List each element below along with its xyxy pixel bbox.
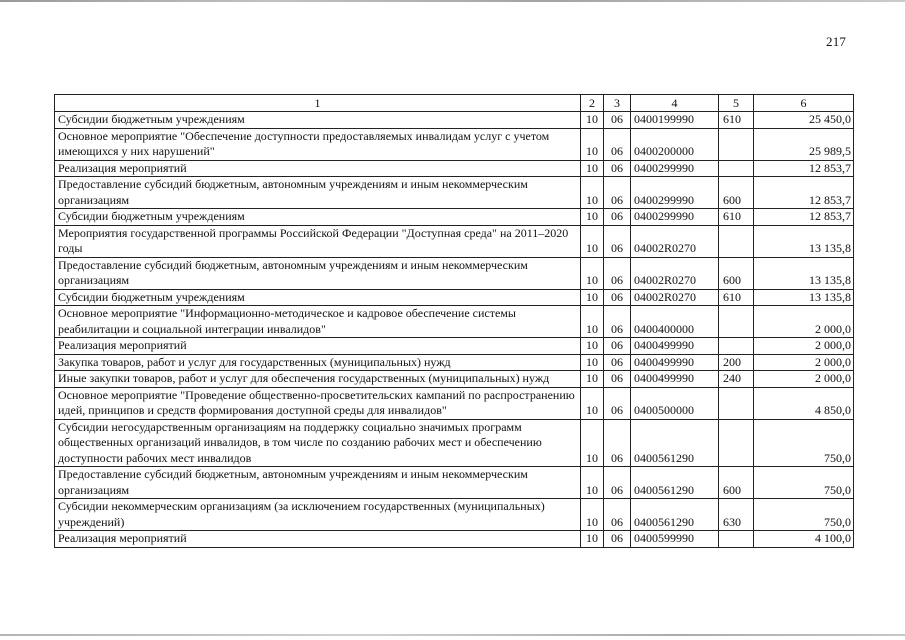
row-name: Субсидии бюджетным учреждениям — [55, 209, 581, 226]
row-amount: 12 853,7 — [754, 177, 854, 209]
row-amount: 12 853,7 — [754, 160, 854, 177]
row-expense-type: 610 — [719, 209, 754, 226]
row-name: Реализация мероприятий — [55, 160, 581, 177]
table-row — [55, 177, 854, 209]
row-target-article: 04002R0270 — [631, 289, 719, 306]
row-amount: 2 000,0 — [754, 338, 854, 355]
row-subsection: 06 — [604, 257, 631, 289]
row-name: Основное мероприятие "Информационно-методическое и кадровое обеспечение системы реабилитации и социальной интеграции инвалидов" — [55, 306, 581, 338]
row-name: Субсидии негосударственным организациям на поддержку социально значимых программ общественных организаций инвалидов, в том числе по созданию рабочих мест и обеспечению доступности рабочих мест инвалидов — [55, 419, 581, 467]
row-section: 10 — [581, 209, 604, 226]
row-target-article: 04002R0270 — [631, 225, 719, 257]
scan-edge-top — [0, 0, 905, 2]
row-subsection: 06 — [604, 160, 631, 177]
row-amount: 2 000,0 — [754, 371, 854, 388]
row-amount: 12 853,7 — [754, 209, 854, 226]
row-section: 10 — [581, 160, 604, 177]
row-subsection: 06 — [604, 112, 631, 129]
row-expense-type — [719, 306, 754, 338]
table-row — [55, 354, 854, 371]
row-target-article: 0400299990 — [631, 209, 719, 226]
column-header-amount: 6 — [754, 95, 854, 112]
row-target-article: 0400299990 — [631, 160, 719, 177]
row-section: 10 — [581, 257, 604, 289]
row-section: 10 — [581, 387, 604, 419]
row-amount: 2 000,0 — [754, 354, 854, 371]
row-subsection: 06 — [604, 289, 631, 306]
table-row — [55, 531, 854, 548]
table-row — [55, 112, 854, 129]
page-number: 217 — [826, 34, 847, 49]
table-row — [55, 419, 854, 467]
row-name: Субсидии некоммерческим организациям (за исключением государственных (муниципальных) учреждений) — [55, 499, 581, 531]
row-name: Реализация мероприятий — [55, 338, 581, 355]
row-amount: 25 989,5 — [754, 128, 854, 160]
table-header-row — [55, 95, 854, 112]
row-expense-type — [719, 531, 754, 548]
row-expense-type: 610 — [719, 289, 754, 306]
row-name: Основное мероприятие "Обеспечение доступности предоставляемых инвалидам услуг с учетом имеющихся у них нарушений" — [55, 128, 581, 160]
row-target-article: 0400499990 — [631, 338, 719, 355]
row-name: Реализация мероприятий — [55, 531, 581, 548]
row-subsection: 06 — [604, 177, 631, 209]
row-subsection: 06 — [604, 209, 631, 226]
row-expense-type: 240 — [719, 371, 754, 388]
row-target-article: 0400400000 — [631, 306, 719, 338]
row-target-article: 0400499990 — [631, 371, 719, 388]
table-row — [55, 467, 854, 499]
table-row — [55, 371, 854, 388]
column-header-subsection: 3 — [604, 95, 631, 112]
row-subsection: 06 — [604, 467, 631, 499]
row-amount: 750,0 — [754, 499, 854, 531]
row-name: Субсидии бюджетным учреждениям — [55, 289, 581, 306]
row-subsection: 06 — [604, 338, 631, 355]
budget-table — [54, 94, 854, 548]
row-section: 10 — [581, 338, 604, 355]
row-subsection: 06 — [604, 419, 631, 467]
scan-edge-bottom — [0, 634, 905, 636]
row-section: 10 — [581, 371, 604, 388]
row-subsection: 06 — [604, 225, 631, 257]
row-expense-type: 610 — [719, 112, 754, 129]
row-section: 10 — [581, 289, 604, 306]
row-section: 10 — [581, 128, 604, 160]
column-header-target-article: 4 — [631, 95, 719, 112]
row-expense-type — [719, 338, 754, 355]
row-name: Субсидии бюджетным учреждениям — [55, 112, 581, 129]
row-name: Предоставление субсидий бюджетным, автономным учреждениям и иным некоммерческим организациям — [55, 177, 581, 209]
row-subsection: 06 — [604, 128, 631, 160]
row-amount: 13 135,8 — [754, 225, 854, 257]
table-row — [55, 160, 854, 177]
row-expense-type: 200 — [719, 354, 754, 371]
row-amount: 25 450,0 — [754, 112, 854, 129]
row-expense-type: 600 — [719, 177, 754, 209]
row-subsection: 06 — [604, 531, 631, 548]
table-row — [55, 128, 854, 160]
row-name: Предоставление субсидий бюджетным, автономным учреждениям и иным некоммерческим организациям — [55, 257, 581, 289]
row-expense-type — [719, 387, 754, 419]
column-header-section: 2 — [581, 95, 604, 112]
row-subsection: 06 — [604, 306, 631, 338]
row-amount: 750,0 — [754, 419, 854, 467]
row-target-article: 04002R0270 — [631, 257, 719, 289]
column-header-name: 1 — [55, 95, 581, 112]
row-subsection: 06 — [604, 371, 631, 388]
row-expense-type: 630 — [719, 499, 754, 531]
row-target-article: 0400200000 — [631, 128, 719, 160]
row-section: 10 — [581, 467, 604, 499]
row-expense-type: 600 — [719, 257, 754, 289]
row-expense-type — [719, 160, 754, 177]
table-row — [55, 338, 854, 355]
row-expense-type — [719, 225, 754, 257]
row-section: 10 — [581, 499, 604, 531]
row-target-article: 0400561290 — [631, 467, 719, 499]
row-amount: 4 100,0 — [754, 531, 854, 548]
row-expense-type: 600 — [719, 467, 754, 499]
row-expense-type — [719, 128, 754, 160]
row-name: Закупка товаров, работ и услуг для государственных (муниципальных) нужд — [55, 354, 581, 371]
row-subsection: 06 — [604, 499, 631, 531]
row-target-article: 0400561290 — [631, 499, 719, 531]
row-amount: 13 135,8 — [754, 257, 854, 289]
row-name: Мероприятия государственной программы Российской Федерации "Доступная среда" на 2011–2020 годы — [55, 225, 581, 257]
row-target-article: 0400599990 — [631, 531, 719, 548]
row-name: Основное мероприятие "Проведение общественно-просветительских кампаний по распространению идей, принципов и средств формирования доступной среды для инвалидов" — [55, 387, 581, 419]
row-amount: 4 850,0 — [754, 387, 854, 419]
row-target-article: 0400561290 — [631, 419, 719, 467]
row-subsection: 06 — [604, 387, 631, 419]
table-row — [55, 225, 854, 257]
table-row — [55, 387, 854, 419]
table-row — [55, 306, 854, 338]
table-row — [55, 257, 854, 289]
row-amount: 750,0 — [754, 467, 854, 499]
row-amount: 2 000,0 — [754, 306, 854, 338]
row-target-article: 0400499990 — [631, 354, 719, 371]
row-section: 10 — [581, 112, 604, 129]
row-section: 10 — [581, 306, 604, 338]
column-header-expense-type: 5 — [719, 95, 754, 112]
table-row — [55, 289, 854, 306]
row-subsection: 06 — [604, 354, 631, 371]
row-expense-type — [719, 419, 754, 467]
row-section: 10 — [581, 354, 604, 371]
row-name: Иные закупки товаров, работ и услуг для обеспечения государственных (муниципальных) нужд — [55, 371, 581, 388]
row-target-article: 0400199990 — [631, 112, 719, 129]
row-section: 10 — [581, 225, 604, 257]
table-row — [55, 209, 854, 226]
row-name: Предоставление субсидий бюджетным, автономным учреждениям и иным некоммерческим организациям — [55, 467, 581, 499]
row-section: 10 — [581, 531, 604, 548]
row-amount: 13 135,8 — [754, 289, 854, 306]
table-row — [55, 499, 854, 531]
row-target-article: 0400500000 — [631, 387, 719, 419]
row-section: 10 — [581, 419, 604, 467]
row-target-article: 0400299990 — [631, 177, 719, 209]
row-section: 10 — [581, 177, 604, 209]
